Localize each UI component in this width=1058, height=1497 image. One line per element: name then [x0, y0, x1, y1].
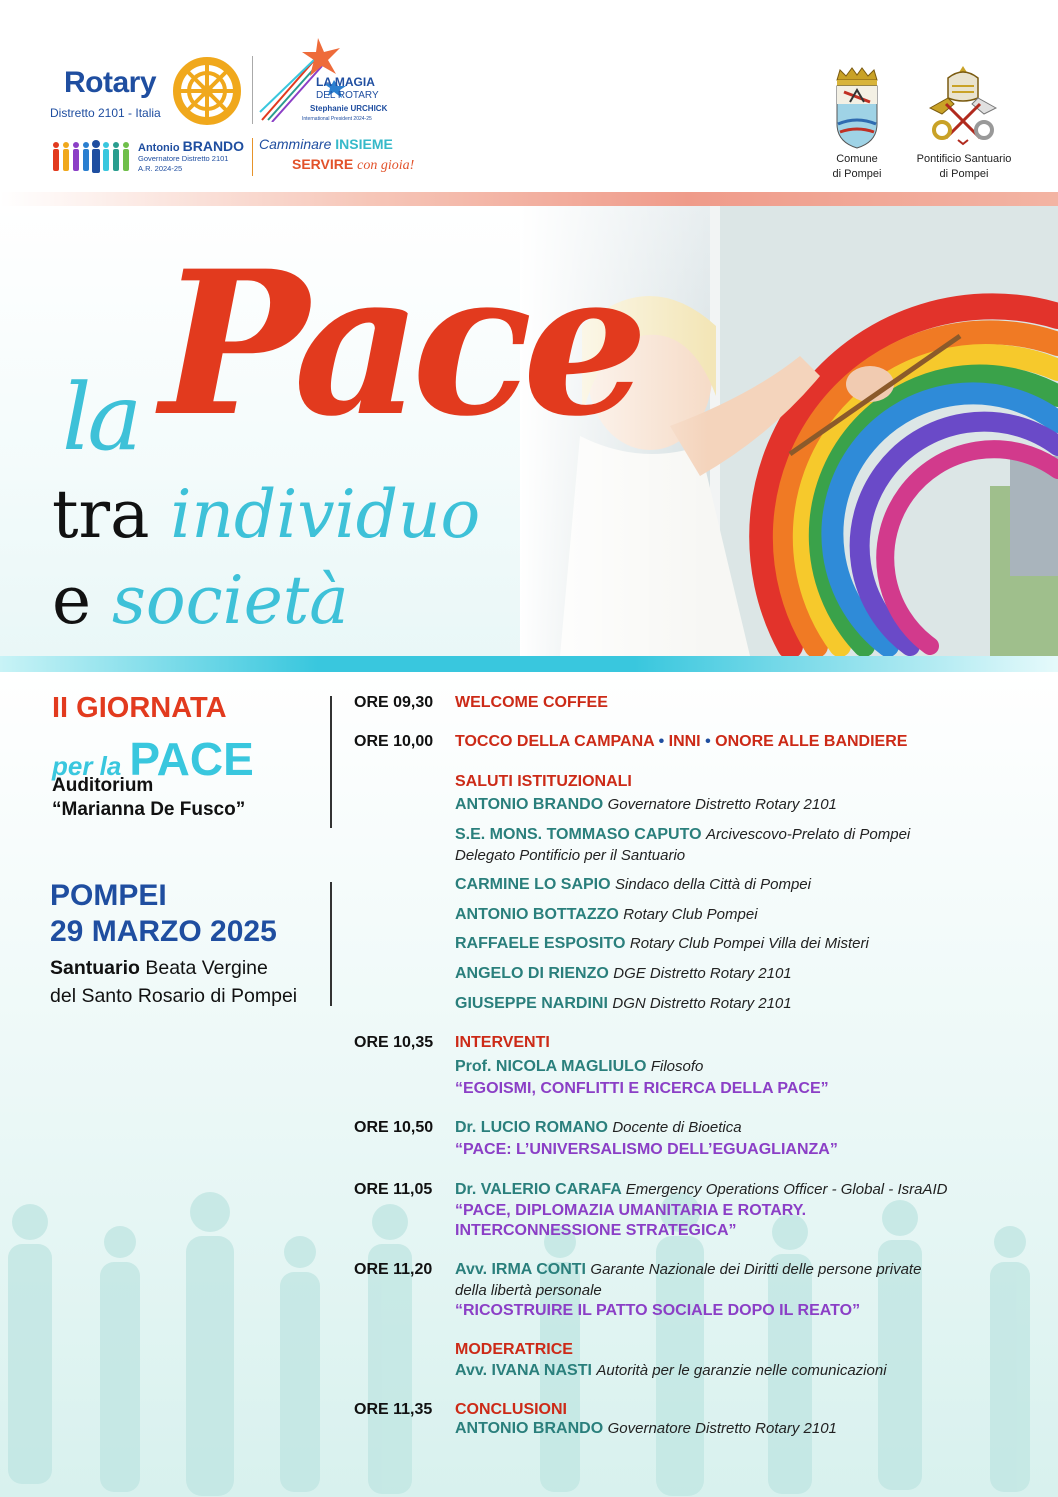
speaker: Dr. LUCIO ROMANO Docente di Bioetica [455, 1119, 742, 1136]
magia-subtitle: DEL ROTARY [316, 90, 379, 101]
time-slot: ORE 10,50 [354, 1119, 434, 1136]
decorative-bar [0, 656, 1058, 672]
speaker: Prof. NICOLA MAGLIULO Filosofo [455, 1058, 704, 1075]
motto-line-2: SERVIRE con gioia! [292, 156, 415, 173]
santuario-crest-icon [928, 64, 998, 146]
speaker: CARMINE LO SAPIO Sindaco della Città di Pompei [455, 876, 811, 893]
rotary-logo-text: Rotary [64, 66, 157, 99]
header [0, 0, 1058, 192]
decorative-band [0, 192, 1058, 206]
title-e-societa: e società [52, 562, 349, 639]
divider [330, 696, 332, 828]
talk-title: “PACE, DIPLOMAZIA UMANITARIA E ROTARY. [455, 1202, 807, 1219]
divider [330, 882, 332, 1006]
talk-title: INTERCONNESSIONE STRATEGICA” [455, 1222, 737, 1239]
venue: Santuario Beata Vergine del Santo Rosario di Pompei [50, 957, 298, 1007]
speaker: Avv. IRMA CONTI Garante Nazionale dei Diritti delle persone private [455, 1261, 922, 1278]
per-la-pace: per la PACE [52, 733, 254, 785]
section-title: SALUTI ISTITUZIONALI [455, 773, 632, 790]
magia-president: Stephanie URCHICK [310, 104, 388, 113]
talk-title: “PACE: L’UNIVERSALISMO DELL’EGUAGLIANZA” [455, 1141, 838, 1158]
santuario-label: Pontificio Santuario di Pompei [916, 153, 1012, 180]
event-title: CONCLUSIONI [455, 1401, 567, 1418]
event-title: INTERVENTI [455, 1034, 550, 1051]
giornata-title: II GIORNATA [52, 692, 227, 724]
rotary-district: Distretto 2101 - Italia [50, 106, 161, 120]
motto-line-1: Camminare INSIEME [259, 136, 393, 152]
program-section [0, 672, 1058, 1497]
speaker: Dr. VALERIO CARAFA Emergency Operations Officer - Global - IsraAID [455, 1181, 948, 1198]
time-slot: ORE 11,35 [354, 1401, 433, 1418]
speaker: ANTONIO BRANDO Governatore Distretto Rotary 2101 [455, 1420, 837, 1437]
speaker: RAFFAELE ESPOSITO Rotary Club Pompei Villa dei Misteri [455, 935, 869, 952]
hero [0, 206, 1058, 656]
time-slot: ORE 11,20 [354, 1261, 433, 1278]
magia-president-role: International President 2024-25 [302, 116, 372, 122]
title-pace: Pace [160, 227, 639, 460]
section-title: MODERATRICE [455, 1341, 573, 1358]
time-slot: ORE 10,35 [354, 1034, 434, 1051]
speaker: Avv. IVANA NASTI Autorità per le garanzie nelle comunicazioni [455, 1362, 887, 1379]
comune-crest-icon [832, 66, 882, 150]
time-slot: ORE 11,05 [354, 1181, 433, 1198]
comune-label: Comune di Pompei [832, 153, 882, 180]
speaker: ANTONIO BOTTAZZO Rotary Club Pompei [455, 906, 758, 923]
magia-title: LA MAGIA [316, 75, 375, 89]
talk-title: “EGOISMI, CONFLITTI E RICERCA DELLA PACE” [455, 1080, 829, 1097]
city-date: POMPEI 29 MARZO 2025 [50, 879, 277, 948]
time-slot: ORE 10,00 [354, 733, 434, 750]
rotary-wheel-icon [172, 56, 242, 126]
title-tra-individuo: tra individuo [52, 476, 481, 553]
speaker: ANTONIO BRANDO Governatore Distretto Rotary 2101 [455, 796, 837, 813]
event-title: WELCOME COFFEE [455, 694, 608, 711]
speaker: S.E. MONS. TOMMASO CAPUTO Arcivescovo-Prelato di Pompei [455, 826, 911, 843]
speaker-role: della libertà personale [455, 1282, 602, 1299]
people-icon [50, 140, 134, 174]
event-title: TOCCO DELLA CAMPANA • INNI • ONORE ALLE BANDIERE [455, 733, 908, 750]
divider [252, 56, 253, 124]
auditorium: Auditorium “Marianna De Fusco” [52, 775, 246, 820]
speaker-role: Delegato Pontificio per il Santuario [455, 847, 686, 864]
time-slot: ORE 09,30 [354, 694, 434, 711]
talk-title: “RICOSTRUIRE IL PATTO SOCIALE DOPO IL REATO” [455, 1302, 861, 1319]
governor-role: Governatore Distretto 2101 A.R. 2024-25 [138, 154, 229, 173]
governor-name: Antonio BRANDO [138, 138, 245, 154]
divider [252, 138, 253, 176]
speaker: ANGELO DI RIENZO DGE Distretto Rotary 2101 [455, 965, 792, 982]
title-la: la [62, 364, 139, 471]
speaker: GIUSEPPE NARDINI DGN Distretto Rotary 2101 [455, 995, 792, 1012]
